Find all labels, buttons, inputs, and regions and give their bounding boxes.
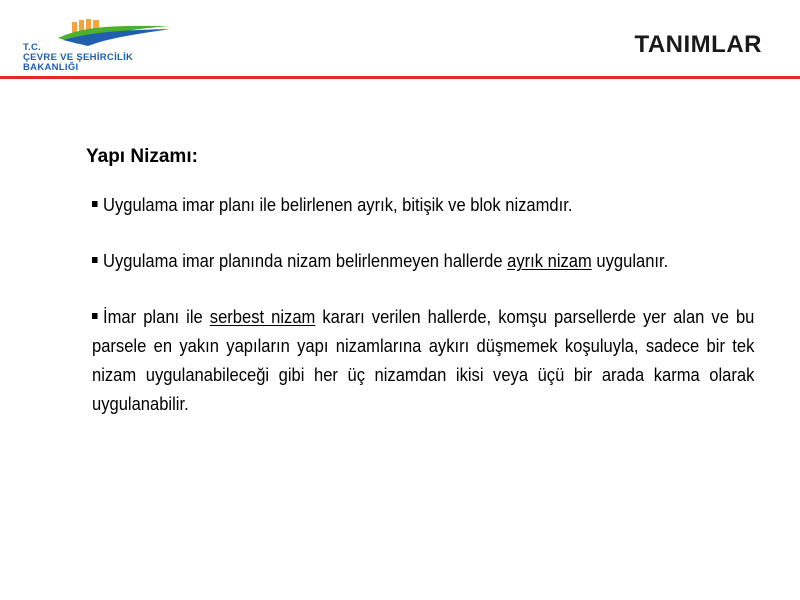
page-title: TANIMLAR bbox=[634, 31, 762, 58]
paragraph-1 bbox=[92, 191, 754, 220]
logo-line-1: T.C. bbox=[23, 42, 42, 53]
logo-line-2: ÇEVRE VE ŞEHİRCİLİK bbox=[23, 52, 134, 63]
square-bullet-icon bbox=[92, 313, 98, 319]
paragraph-3-text-end: kararı verilen hallerde, komşu parsellerde yer alan ve bu parsele en yakın yapıların yapı nizamlarına aykırı düşmemek koşuluyla, sadece bir tek nizam uygulanabileceği gibi her üç nizamdan ikisi veya üçü bir arada karma olarak uygulanabilir. bbox=[92, 307, 755, 414]
slide-content bbox=[86, 142, 755, 446]
logo-text bbox=[23, 43, 133, 73]
paragraph-2-text-start: Uygulama imar planında nizam belirlenmeyen hallerde bbox=[103, 251, 508, 271]
paragraph-1-text: Uygulama imar planı ile belirlenen ayrık, bitişik ve blok nizamdır. bbox=[103, 195, 573, 215]
header-divider bbox=[0, 76, 800, 79]
paragraph-2-underlined-term: ayrık nizam bbox=[507, 251, 592, 271]
logo-line-3: BAKANLIĞI bbox=[23, 62, 79, 73]
paragraph-3-underlined-term: serbest nizam bbox=[209, 307, 316, 327]
square-bullet-icon bbox=[92, 201, 98, 207]
section-title: Yapı Nizamı: bbox=[86, 146, 198, 167]
paragraph-3 bbox=[92, 303, 754, 419]
square-bullet-icon bbox=[92, 257, 98, 263]
paragraph-2-text-end: uygulanır. bbox=[591, 251, 669, 271]
paragraph-2 bbox=[92, 247, 754, 276]
paragraph-3-text-start: İmar planı ile bbox=[103, 307, 210, 327]
ministry-logo bbox=[18, 16, 174, 78]
